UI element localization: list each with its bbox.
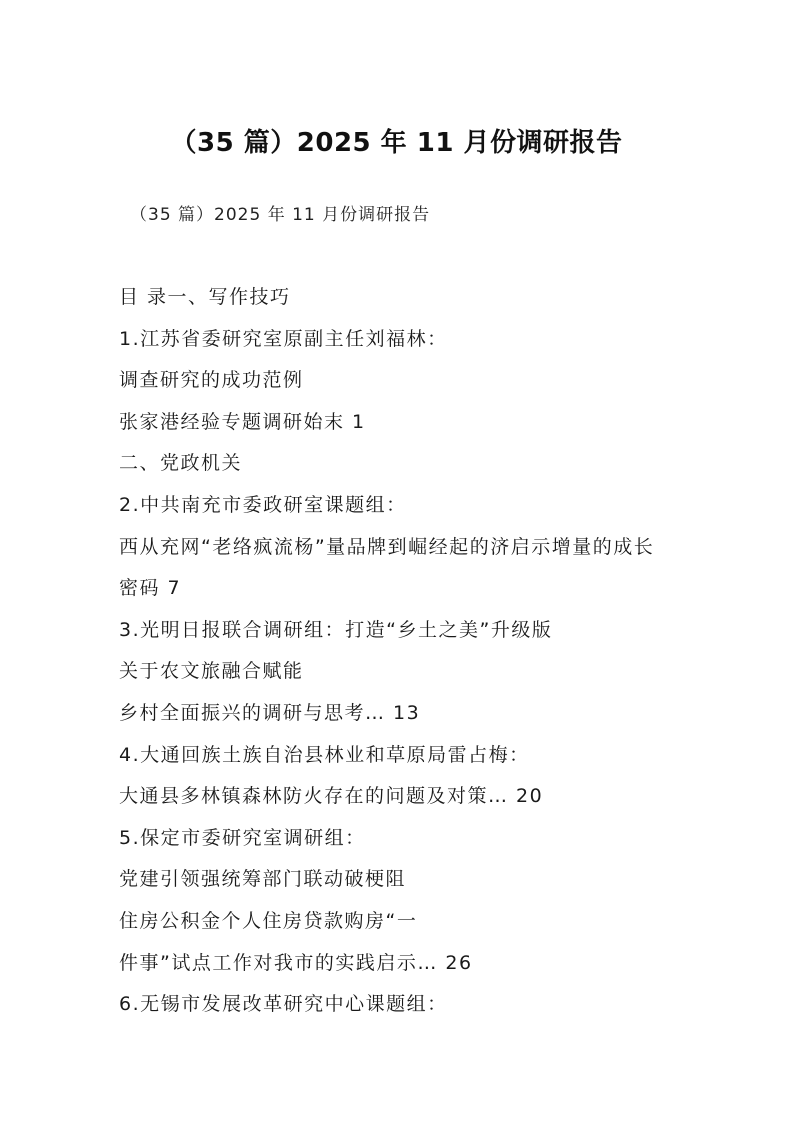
table-of-contents [119,282,719,1031]
toc-line: 密码 7 [119,577,182,600]
toc-line: 大通县多林镇森林防火存在的问题及对策… 20 [119,785,544,808]
toc-line: 张家港经验专题调研始末 1 [119,410,366,433]
toc-line: 件事”试点工作对我市的实践启示… 26 [119,951,473,974]
toc-line: 二、党政机关 [119,452,243,475]
toc-line: 3.光明日报联合调研组：打造“乡土之美”升级版 [119,618,553,641]
toc-line: 目 录一、写作技巧 [119,286,291,308]
toc-line: 党建引领强统筹部门联动破梗阻 [119,868,407,891]
document-subtitle: （35 篇）2025 年 11 月份调研报告 [130,205,431,225]
toc-line: 5.保定市委研究室调研组： [119,826,366,849]
toc-line: 调查研究的成功范例 [119,369,304,392]
toc-line: 2.中共南充市委政研室课题组： [119,493,407,516]
toc-line: 4.大通回族土族自治县林业和草原局雷占梅： [119,743,530,766]
toc-line: 关于农文旅融合赋能 [119,660,304,683]
toc-line: 乡村全面振兴的调研与思考… 13 [119,701,421,724]
toc-line: 住房公积金个人住房贷款购房“一 [119,909,418,932]
toc-line: 6.无锡市发展改革研究中心课题组： [119,993,448,1016]
toc-line: 1.江苏省委研究室原副主任刘福林： [119,327,448,350]
document-title: （35 篇）2025 年 11 月份调研报告 [170,128,623,158]
toc-line: 西从充网“老络疯流杨”量品牌到崛经起的济启示增量的成长 [119,535,655,558]
